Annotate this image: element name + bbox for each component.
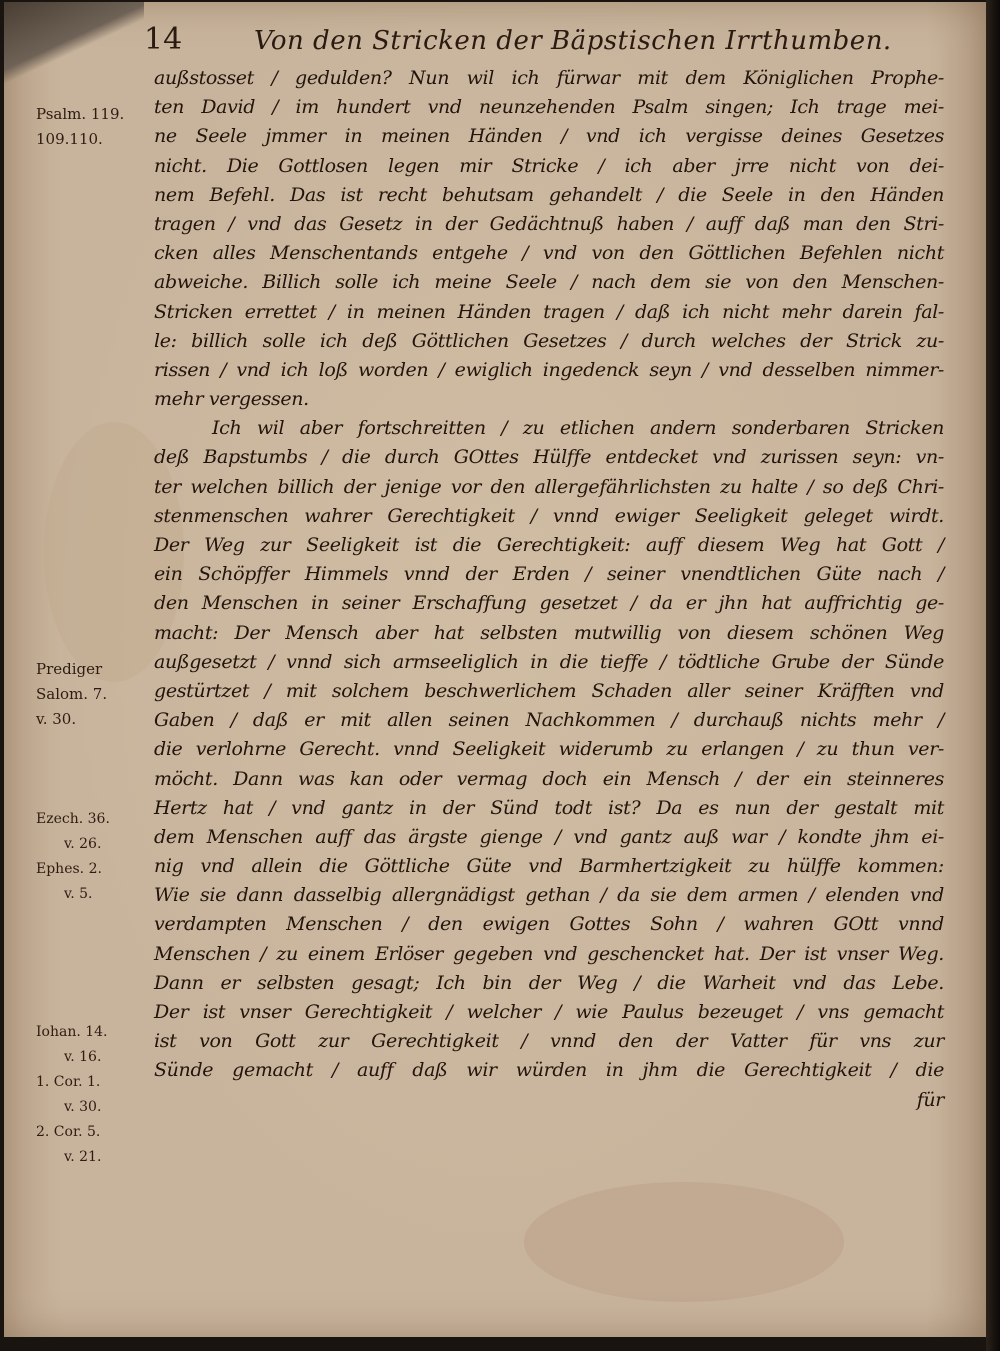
body-text [154, 64, 944, 1115]
page-header [144, 22, 944, 68]
text-line: gestürtzet / mit solchem beschwerlichem Schaden aller seiner Kräfften vnd [154, 679, 944, 702]
margin-note-psalm [36, 102, 161, 152]
margin-note-line: Ephes. 2. [36, 861, 102, 877]
text-line: macht: Der Mensch aber hat selbsten mutwillig von diesem schönen Weg [154, 621, 944, 644]
margin-note-line: 109.110. [36, 130, 103, 148]
margin-note-line: v. 5. [64, 886, 93, 902]
text-line: Menschen / zu einem Erlöser gegeben vnd geschencket hat. Der ist vnser Weg. [154, 942, 944, 965]
margin-note-line: Salom. 7. [36, 685, 108, 703]
text-line: Wie sie dann dasselbig allergnädigst gethan / da sie dem armen / elenden vnd [154, 884, 944, 907]
book-page [4, 2, 986, 1337]
margin-note-line: v. 21. [64, 1149, 102, 1165]
text-line: die verlohrne Gerecht. vnnd Seeligkeit widerumb zu erlangen / zu thun ver- [154, 738, 944, 761]
text-line: dem Menschen auff das ärgste gienge / vnd gantz auß war / kondte jhm ei- [154, 825, 944, 848]
margin-note-line: v. 30. [64, 1099, 102, 1115]
text-line: Dann er selbsten gesagt; Ich bin der Weg / die Warheit vnd das Lebe. [154, 971, 944, 994]
margin-note-line: 2. Cor. 5. [36, 1124, 101, 1140]
text-line: möcht. Dann was kan oder vermag doch ein Mensch / der ein steinneres [154, 767, 944, 790]
margin-note-line: v. 26. [64, 836, 102, 852]
text-line: le: billich solle ich deß Göttlichen Gesetzes / durch welches der Strick zu- [154, 329, 944, 352]
text-line: außstosset / gedulden? Nun wil ich fürwar mit dem Königlichen Prophe- [154, 67, 944, 89]
text-line: Der Weg zur Seeligkeit ist die Gerechtigkeit: auff diesem Weg hat Gott / [154, 534, 944, 556]
text-line: ten David / im hundert vnd neunzehenden Psalm singen; Ich trage mei- [154, 96, 944, 119]
paragraph-start-line: Ich wil aber fortschreitten / zu etlichen andern sonderbaren Stricken [212, 417, 944, 440]
book-binding-edge [986, 0, 1000, 1351]
margin-note-line: Iohan. 14. [36, 1024, 108, 1040]
margin-note-johan [36, 1020, 161, 1170]
text-line: ter welchen billich der jenige vor den allergefährlichsten zu halte / so deß Chri- [154, 475, 944, 498]
text-line: deß Bapstumbs / die durch GOttes Hülffe entdecket vnd zurissen seyn: vn- [154, 446, 944, 469]
text-line: stenmenschen wahrer Gerechtigkeit / vnnd ewiger Seeligkeit geleget wirdt. [154, 504, 944, 527]
text-line: Sünde gemacht / auff daß wir würden in jhm die Gerechtigkeit / die [154, 1059, 944, 1082]
text-line: Stricken errettet / in meinen Händen tragen / daß ich nicht mehr darein fal- [154, 300, 944, 323]
margin-note-line: Psalm. 119. [36, 105, 125, 123]
text-line: abweiche. Billich solle ich meine Seele / nach dem sie von den Menschen- [154, 271, 944, 294]
text-line: den Menschen in seiner Erschaffung gesetzet / da er jhn hat auffrichtig ge- [154, 592, 944, 615]
margin-note-line: 1. Cor. 1. [36, 1074, 101, 1090]
text-line: außgesetzt / vnnd sich armseeliglich in die tieffe / tödtliche Grube der Sünde [154, 650, 944, 673]
text-line: mehr vergessen. [154, 388, 309, 411]
running-head: Von den Stricken der Bäpstischen Irrthumben. [254, 26, 892, 56]
text-line: Der ist vnser Gerechtigkeit / welcher / wie Paulus bezeuget / vns gemacht [154, 1001, 944, 1023]
text-line: ist von Gott zur Gerechtigkeit / vnnd den der Vatter für vns zur [154, 1030, 944, 1053]
text-line: nicht. Die Gottlosen legen mir Stricke / ich aber jrre nicht von dei- [154, 154, 944, 177]
margin-note-line: Ezech. 36. [36, 811, 110, 827]
text-line: tragen / vnd das Gesetz in der Gedächtnuß haben / auff daß man den Stri- [154, 212, 944, 235]
text-line: rissen / vnd ich loß worden / ewiglich ingedenck seyn / vnd desselben nimmer- [154, 358, 944, 381]
page-number: 14 [144, 22, 183, 57]
text-line: Hertz hat / vnd gantz in der Sünd todt ist? Da es nun der gestalt mit [154, 796, 944, 819]
margin-note-prediger [36, 657, 161, 732]
torn-corner [4, 2, 144, 87]
margin-note-ezech [36, 807, 161, 907]
margin-note-line: Prediger [36, 660, 103, 678]
text-line: ein Schöpffer Himmels vnnd der Erden / seiner vnendtlichen Güte nach / [154, 563, 944, 586]
text-line: Gaben / daß er mit allen seinen Nachkommen / durchauß nichts mehr / [154, 709, 944, 732]
paper-stain [524, 1182, 844, 1302]
text-line: nig vnd allein die Göttliche Güte vnd Barmhertzigkeit zu hülffe kommen: [154, 855, 944, 878]
text-line: cken alles Menschentands entgehe / vnd von den Göttlichen Befehlen nicht [154, 242, 944, 265]
margin-note-line: v. 16. [64, 1049, 102, 1065]
text-line: ne Seele jmmer in meinen Händen / vnd ich vergisse deines Gesetzes [154, 125, 944, 148]
text-line: verdampten Menschen / den ewigen Gottes Sohn / wahren GOtt vnnd [154, 913, 944, 936]
text-line: nem Befehl. Das ist recht behutsam gehandelt / die Seele in den Händen [154, 183, 944, 206]
catchword: für [916, 1088, 944, 1111]
margin-note-line: v. 30. [36, 710, 77, 728]
